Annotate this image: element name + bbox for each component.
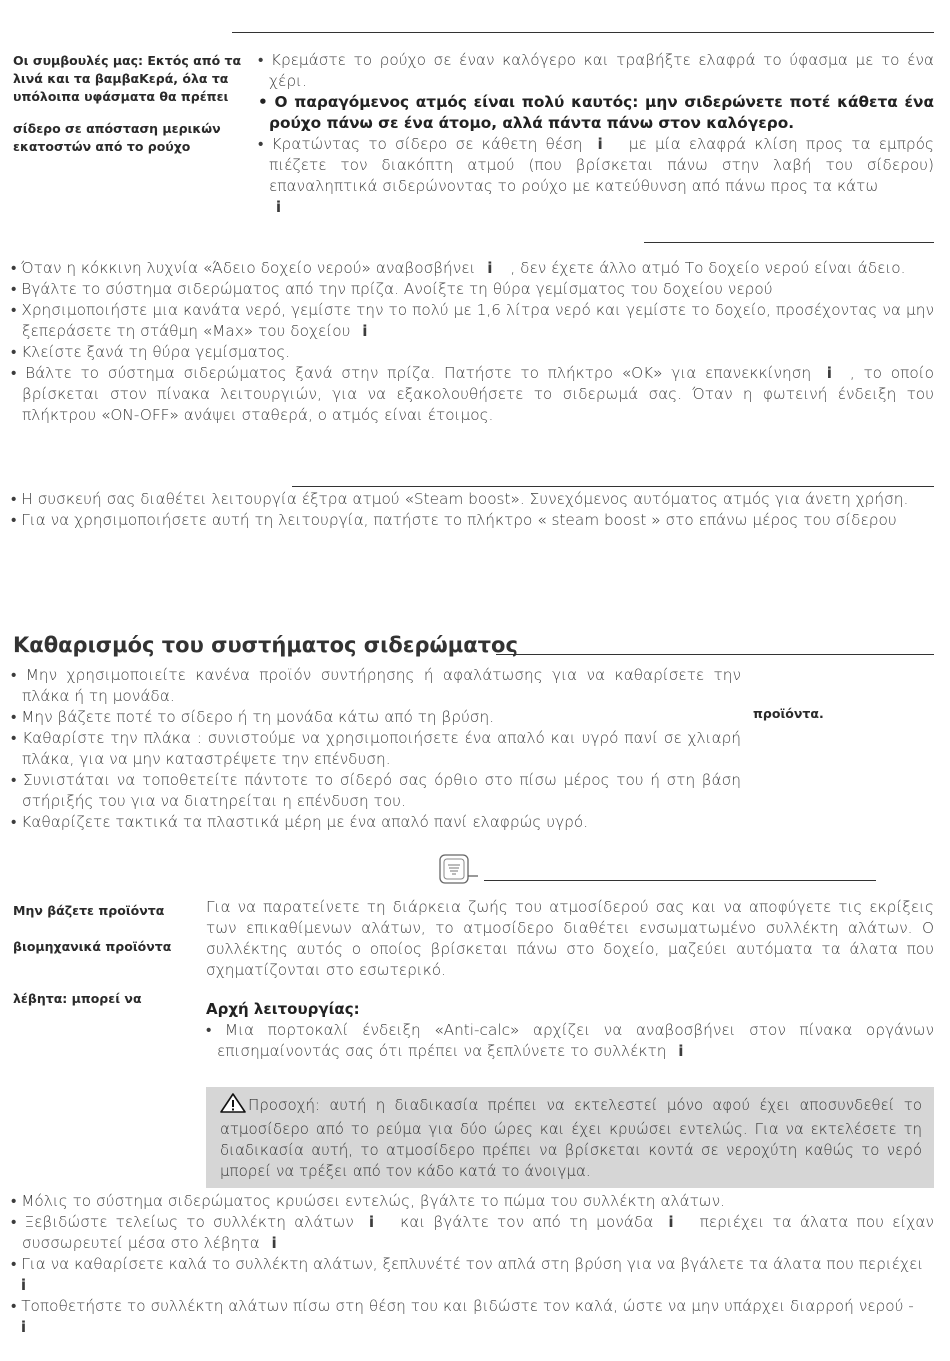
side-note: προϊόντα. bbox=[753, 706, 824, 721]
paragraph: Για να παρατείνετε τη διάρκεια ζωής του ατμοσίδερού σας και να αποφύγετε τις εκρίξεις των επικαθίμενων αλάτων, το ατμοσίδερο διαθέτει ενσωματωμένο συλλέκτη αλάτων. Ο συλλέκτης αυτός ο οποίος βρίσκεται πάνω στο δοχείο, μαζεύει αυτόματα τα άλατα που σχηματίζονται στο εσωτερικό. bbox=[206, 898, 934, 979]
list-item: • Για να χρησιμοποιήσετε αυτή τη λειτουργία, πατήστε το πλήκτρο « steam boost » στο επάνω μέρος του σίδερου bbox=[11, 511, 897, 529]
list-item: • Για να καθαρίσετε καλά το συλλέκτη αλάτων, ξεπλυνέτέ τον απλά στη βρύση για να βγάλετε τα άλατα που περιέχει i bbox=[11, 1255, 924, 1294]
section-heading: Καθαρισμός του συστήματος σιδερώματος bbox=[13, 633, 518, 657]
side-note-text: Μην βάζετε προϊόντα bbox=[13, 903, 165, 918]
list-item: • Καθαρίζετε τακτικά τα πλαστικά μέρη με ένα απαλό πανί ελαφρώς υγρό. bbox=[11, 813, 589, 831]
list-item: • Κρατώντας το σίδερο σε κάθετη θέση i με μία ελαφρά κλίση προς τα εμπρός πιέζετε τον διακόπτη ατμού (που βρίσκεται πάνω στην λαβή του σίδερου) επαναληπτικά σιδερώνοντας το ρούχο με κατεύθυνση από πάνω προς τα κάτω i bbox=[258, 135, 934, 216]
section-rule bbox=[232, 32, 934, 33]
figure-ref: i bbox=[597, 135, 603, 153]
list-item: • Χρησιμοποιήστε μια κανάτα νερό, γεμίστε την το πολύ με 1,6 λίτρα νερό και γεμίστε το δοχείο, προσέχοντας να μην ξεπεράσετε τη στάθμη «Max» του δοχείου i bbox=[11, 301, 934, 340]
list-item: • Μην χρησιμοποιείτε κανένα προϊόν συντήρησης ή αφαλάτωσης για να καθαρίσετε την πλάκα ή τη μονάδα. bbox=[11, 666, 741, 705]
figure-ref: i bbox=[271, 1234, 277, 1252]
warning-text: Προσοχή: αυτή η διαδικασία πρέπει να εκτελεστεί μόνο αφού έχει αποσυνδεθεί το ατμοσίδερο από το ρεύμα για δύο ώρες και έχει κρυώσει εντελώς. Για να εκτελέσετε τη διαδικασία αυτή, το ατμοσίδερο πρέπει να βρίσκεται κοντά σε νεροχύτη καθώς το νερό μπορεί να τρέξει από τον κάδο κατά το άνοιγμα. bbox=[220, 1096, 922, 1180]
cleaning-instructions bbox=[11, 665, 741, 833]
list-item: • Τοποθετήστε το συλλέκτη αλάτων πίσω στη θέση του και βιδώστε τον καλά, ώστε να μην υπάρχει διαρροή νερού - i bbox=[11, 1297, 914, 1336]
list-item: • Βάλτε το σύστημα σιδερώματος ξανά στην πρίζα. Πατήστε το πλήκτρο «ΟΚ» για επανεκκίνηση i , το οποίο βρίσκεται στον πίνακα λειτουργιών, για να εξακολουθήσετε το σιδερωμά σας. Όταν η φωτεινή ένδειξη του πλήκτρου «ON-OFF» ανάψει σταθερά, ο ατμός είναι έτοιμος. bbox=[11, 364, 934, 424]
anticalc-intro bbox=[206, 897, 934, 1062]
figure-ref: i bbox=[20, 1318, 27, 1336]
boost-instructions bbox=[11, 489, 934, 531]
side-note bbox=[13, 52, 243, 156]
side-note-text: σίδερο σε απόσταση μερικών εκατοστών από το ρούχο bbox=[13, 121, 221, 154]
subheading: Αρχή λειτουργίας: bbox=[206, 1000, 360, 1018]
figure-ref: i bbox=[678, 1042, 684, 1060]
list-item: • Ξεβιδώστε τελείως το συλλέκτη αλάτων i και βγάλτε τον από τη μονάδα i περιέχει τα άλατα που είχαν συσσωρευτεί μέσα στο λέβητα i bbox=[11, 1213, 934, 1252]
section-rule bbox=[292, 486, 934, 487]
figure-ref: i bbox=[487, 259, 493, 277]
warning-triangle-icon bbox=[220, 1093, 246, 1119]
scale-collector-icon bbox=[438, 853, 480, 891]
side-note-text: Οι συμβουλές μας: Εκτός από τα λινά και τα βαμβαΚερά, όλα τα υπόλοιπα υφάσματα θα πρέπει bbox=[13, 53, 242, 104]
anticalc-steps bbox=[11, 1191, 934, 1338]
list-item: • Συνιστάται να τοποθετείτε πάντοτε το σίδερό σας όρθιο στο πίσω μέρος του ή στη βάση στήριξής του για να διατηρείται η επένδυση του. bbox=[11, 771, 741, 810]
list-item: • Όταν η κόκκινη λυχνία «Άδειο δοχείο νερού» αναβοσβήνει i , δεν έχετε άλλο ατμό Το δοχείο νερού είναι άδειο. bbox=[11, 259, 906, 277]
list-item: • Μια πορτοκαλί ένδειξη «Anti-calc» αρχίζει να αναβοσβήνει στον πίνακα οργάνων επισημαίνοντάς σας ότι πρέπει να ξεπλύνετε το συλλέκτη i bbox=[206, 1021, 934, 1060]
figure-ref: i bbox=[668, 1213, 674, 1231]
section-rule bbox=[644, 242, 934, 243]
side-note-text: λέβητα: μπορεί να bbox=[13, 991, 142, 1006]
figure-ref: i bbox=[362, 322, 368, 340]
warning-box bbox=[206, 1087, 934, 1188]
list-item: • Κλείστε ξανά τη θύρα γεμίσματος. bbox=[11, 343, 291, 361]
section-rule bbox=[496, 654, 934, 655]
refill-instructions bbox=[11, 258, 934, 426]
list-item-warning: • Ο παραγόμενος ατμός είναι πολύ καυτός: μην σιδερώνετε ποτέ κάθετα ένα ρούχο πάνω σε ένα άτομο, αλλά πάντα πάνω στον καλόγερο. bbox=[258, 93, 934, 132]
figure-ref: i bbox=[20, 1276, 27, 1294]
list-item: • Μην βάζετε ποτέ το σίδερο ή τη μονάδα κάτω από τη βρύση. bbox=[11, 708, 495, 726]
list-item: • Η συσκευή σας διαθέτει λειτουργία έξτρα ατμού «Steam boost». Συνεχόμενος αυτόματος ατμός για άνετη χρήση. bbox=[11, 490, 909, 508]
list-item: • Καθαρίστε την πλάκα : συνιστούμε να χρησιμοποιήσετε ένα απαλό και υγρό πανί σε χλιαρή πλάκα, για να μην καταστρέψετε την επένδυση. bbox=[11, 729, 741, 768]
figure-ref: i bbox=[275, 198, 282, 216]
list-item: • Βγάλτε το σύστημα σιδερώματος από την πρίζα. Ανοίξτε τη θύρα γεμίσματος του δοχείου νερού bbox=[11, 280, 773, 298]
figure-ref: i bbox=[368, 1213, 375, 1231]
steam-instructions bbox=[258, 50, 934, 218]
side-note bbox=[13, 902, 193, 1008]
figure-ref: i bbox=[826, 364, 832, 382]
list-item: • Κρεμάστε το ρούχο σε έναν καλόγερο και τραβήξτε ελαφρά το ύφασμα με το ένα χέρι. bbox=[258, 51, 934, 90]
section-rule bbox=[484, 880, 876, 881]
side-note-text: βιομηχανικά προϊόντα bbox=[13, 939, 172, 954]
list-item: • Μόλις το σύστημα σιδερώματος κρυώσει εντελώς, βγάλτε το πώμα του συλλέκτη αλάτων. bbox=[11, 1192, 726, 1210]
